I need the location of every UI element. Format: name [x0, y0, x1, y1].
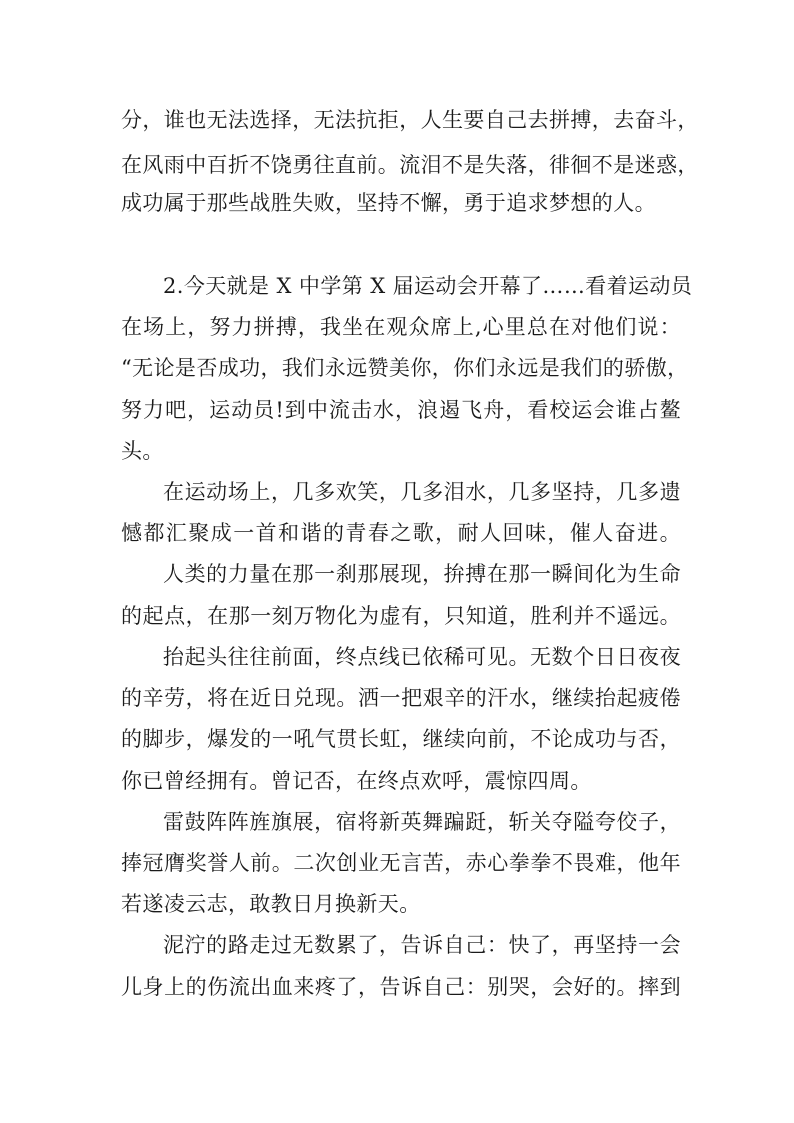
- text-line: 的辛劳，将在近日兑现。洒一把艰辛的汗水，继续抬起疲倦: [121, 686, 681, 710]
- text-line: 成功属于那些战胜失败，坚持不懈，勇于追求梦想的人。: [121, 191, 656, 215]
- text-line: 憾都汇聚成一首和谐的青春之歌，耐人回味，催人奋进。: [121, 521, 681, 545]
- text-line: 2.今天就是 X 中学第 X 届运动会开幕了……看着运动员: [163, 274, 693, 298]
- text-line: 雷鼓阵阵旌旗展，宿将新英舞蹁跹，斩关夺隘夸佼子，: [163, 810, 681, 834]
- text-line: 努力吧，运动员!到中流击水，浪遏飞舟，看校运会谁占鳌: [121, 398, 681, 422]
- text-line: 儿身上的伤流出血来疼了，告诉自己：别哭，会好的。摔到: [121, 975, 681, 999]
- text-line: 的起点，在那一刻万物化为虚有，只知道，胜利并不遥远。: [121, 604, 681, 628]
- text-line: 人类的力量在那一刹那展现，拚搏在那一瞬间化为生命: [163, 562, 681, 586]
- text-line: 在风雨中百折不饶勇往直前。流泪不是失落，徘徊不是迷惑，: [121, 153, 699, 177]
- text-line: 你已曾经拥有。曾记否，在终点欢呼，震惊四周。: [121, 769, 592, 793]
- text-line: “无论是否成功，我们永远赞美你，你们永远是我们的骄傲，: [121, 356, 689, 380]
- text-line: 抬起头往往前面，终点线已依稀可见。无数个日日夜夜: [163, 645, 681, 669]
- text-line: 捧冠膺奖誉人前。二次创业无言苦，赤心拳拳不畏难，他年: [121, 851, 681, 875]
- text-line: 的脚步，爆发的一吼气贯长虹，继续向前，不论成功与否，: [121, 727, 681, 751]
- text-line: 泥泞的路走过无数累了，告诉自己：快了，再坚持一会: [163, 933, 681, 957]
- text-line: 头。: [121, 439, 164, 463]
- text-line: 分，谁也无法选择，无法抗拒，人生要自己去拼搏，去奋斗，: [121, 108, 699, 132]
- text-line: 在运动场上，几多欢笑，几多泪水，几多坚持，几多遗: [163, 480, 681, 504]
- text-line: 在场上，努力拼搏，我坐在观众席上,心里总在对他们说：: [121, 315, 681, 339]
- text-line: 若遂凌云志，敢教日月换新天。: [121, 892, 421, 916]
